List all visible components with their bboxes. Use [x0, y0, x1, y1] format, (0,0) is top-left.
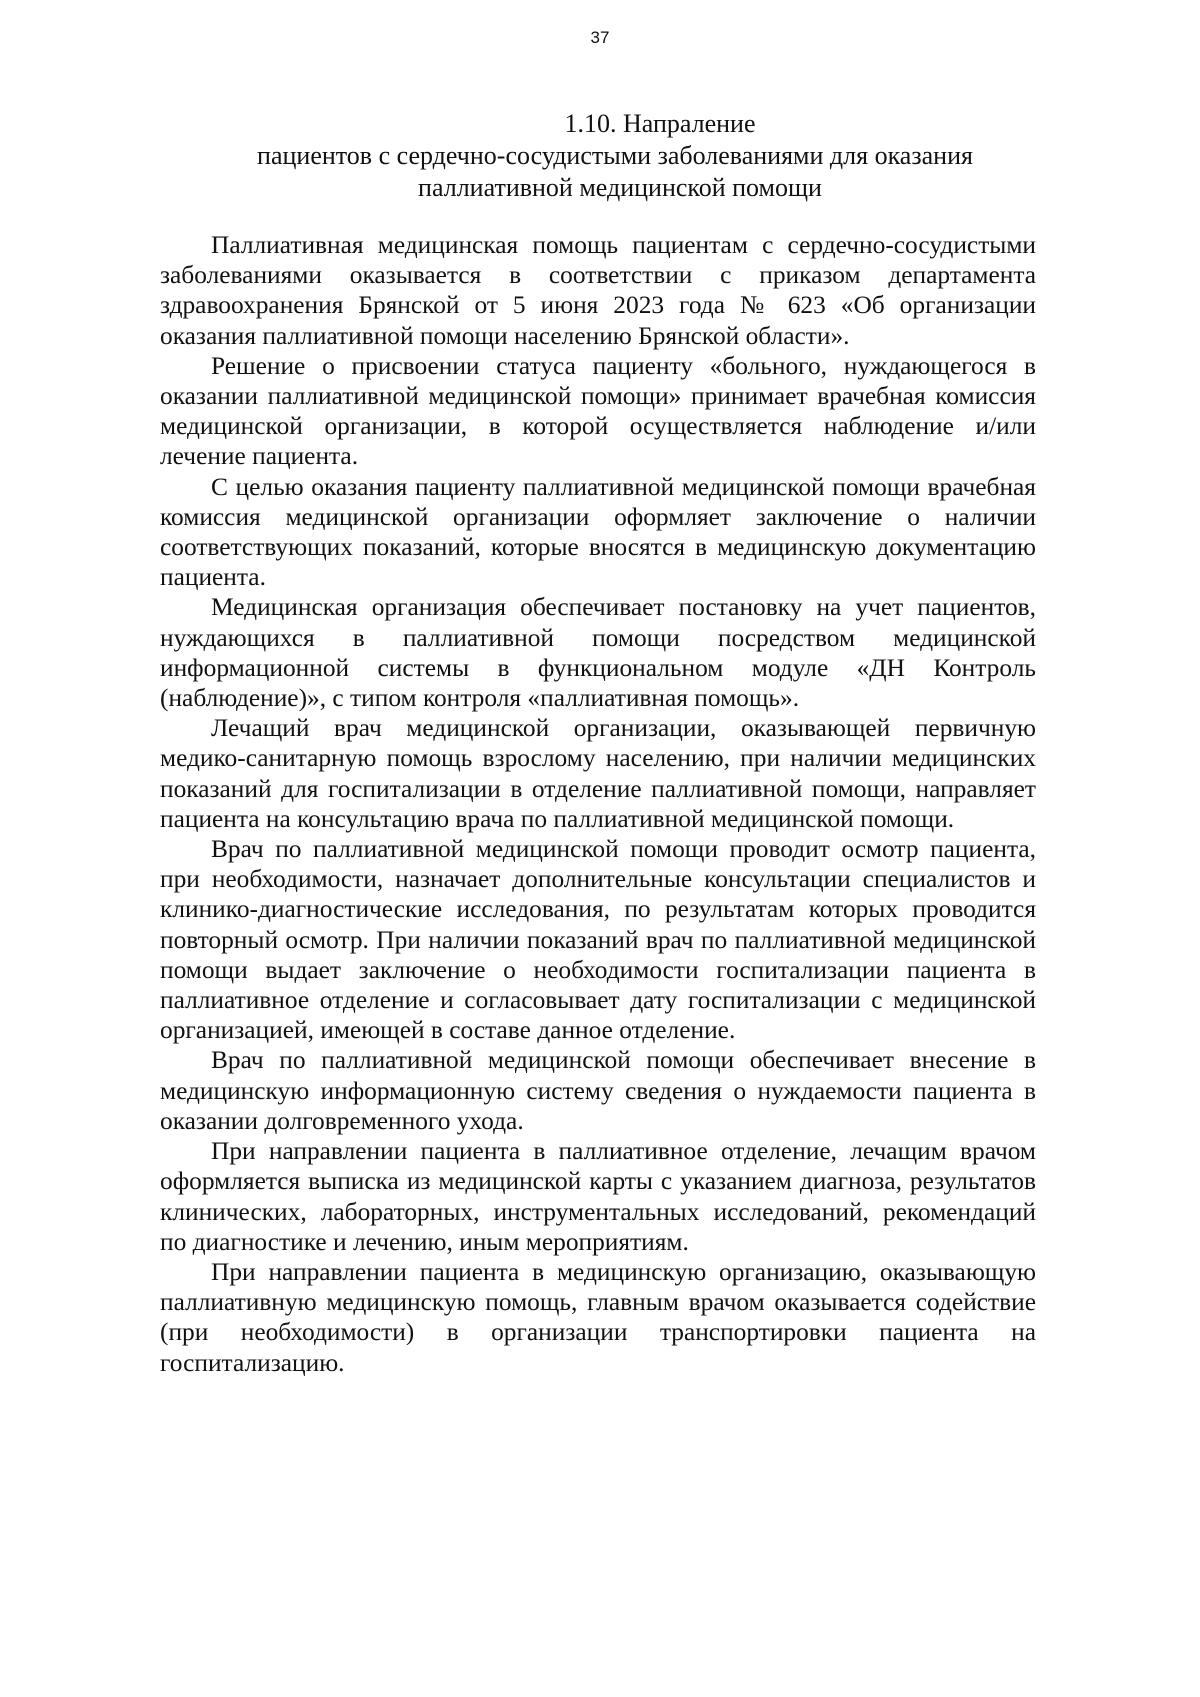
paragraph-2: Решение о присвоении статуса пациенту «больного, нуждающегося в оказании паллиативной медицинской помощи» принимает врачебная комиссия медицинской организации, в которой осуществляется наблюдение и/или лечение пациента.	[160, 351, 1036, 471]
section-heading	[160, 108, 1070, 204]
paragraph-6: Врач по паллиативной медицинской помощи проводит осмотр пациента, при необходимости, назначает дополнительные консультации специалистов и клинико-диагностические исследования, по результатам которых проводится повторный осмотр. При наличии показаний врач по паллиативной медицинской помощи выдает заключение о необходимости госпитализации пациента в паллиативное отделение и согласовывает дату госпитализации с медицинской организацией, имеющей в составе данное отделение.	[160, 835, 1036, 1045]
paragraph-8: При направлении пациента в паллиативное отделение, лечащим врачом оформляется выписка из медицинской карты с указанием диагноза, результатов клинических, лабораторных, инструментальных исследований, рекомендаций по диагностике и лечению, иным мероприятиям.	[160, 1137, 1036, 1256]
paragraph-9: При направлении пациента в медицинскую организацию, оказывающую паллиативную медицинскую помощь, главным врачом оказывается содействие (при необходимости) в организации транспортировки пациента на госпитализацию.	[160, 1257, 1036, 1377]
paragraph-5: Лечащий врач медицинской организации, оказывающей первичную медико-санитарную помощь взрослому населению, при наличии медицинских показаний для госпитализации в отделение паллиативной помощи, направляет пациента на консультацию врача по паллиативной медицинской помощи.	[160, 714, 1036, 833]
document-body	[160, 230, 1036, 1378]
paragraph-7: Врач по паллиативной медицинской помощи обеспечивает внесение в медицинскую информационную систему сведения о нуждаемости пациента в оказании долговременного ухода.	[160, 1046, 1036, 1135]
section-heading-title: 1.10. Напраление	[564, 109, 756, 138]
page-number: 37	[590, 28, 610, 47]
paragraph-3: С целью оказания пациенту паллиативной медицинской помощи врачебная комиссия медицинской организации оформляет заключение о наличии соответствующих показаний, которые вносятся в медицинскую документацию пациента.	[160, 472, 1036, 592]
paragraph-1: Паллиативная медицинская помощь пациентам с сердечно-сосудистыми заболеваниями оказывается в соответствии с приказом департамента здравоохранения Брянской от 5 июня 2023 года № 623 «Об организации оказания паллиативной помощи населению Брянской области».	[160, 231, 1036, 350]
section-heading-subtitle-line-1: пациентов с сердечно-сосудистыми заболеваниями для оказания	[257, 141, 973, 170]
paragraph-4: Медицинская организация обеспечивает постановку на учет пациентов, нуждающихся в паллиативной помощи посредством медицинской информационной системы в функциональном модуле «ДН Контроль (наблюдение)», с типом контроля «паллиативная помощь».	[160, 593, 1036, 713]
section-heading-subtitle-line-2: паллиативной медицинской помощи	[418, 173, 822, 202]
